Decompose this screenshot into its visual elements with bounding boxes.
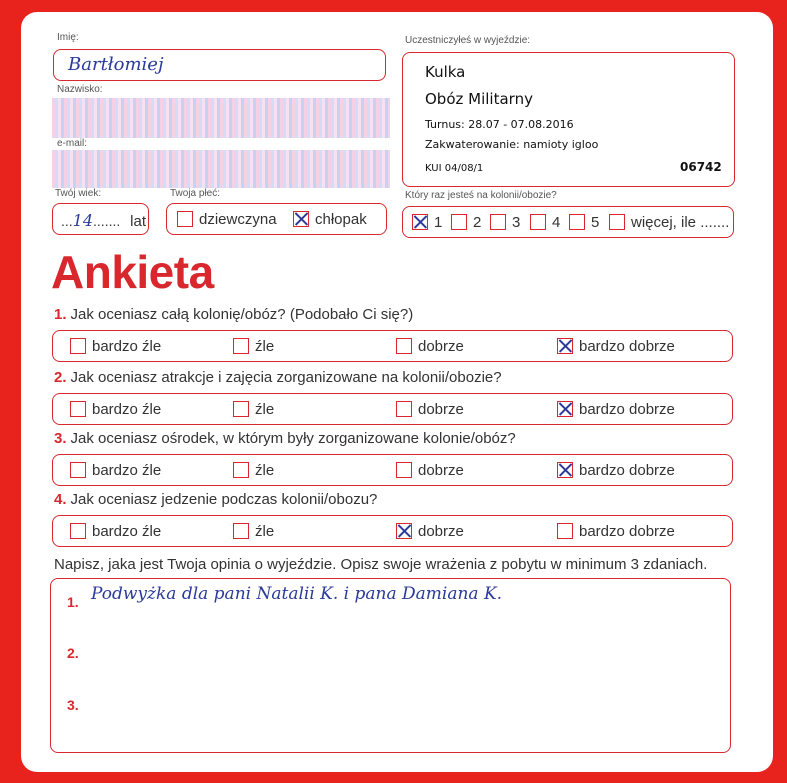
question-label: Jak oceniasz atrakcje i zajęcia zorganizowane na kolonii/obozie? — [70, 369, 502, 386]
rating-label: źle — [255, 337, 275, 355]
rating-option[interactable] — [557, 522, 675, 540]
rating-label: bardzo dobrze — [579, 461, 675, 479]
rating-label: dobrze — [418, 400, 464, 418]
opinion-line-number: 1. — [67, 594, 79, 610]
trip-info-box — [402, 52, 735, 187]
question-text — [54, 491, 377, 508]
rating-label: bardzo źle — [92, 461, 162, 479]
rating-label: źle — [255, 522, 275, 540]
opinion-prompt: Napisz, jaka jest Twoja opinia o wyjeździe. Opisz swoje wrażenia z pobytu w minimum 3 zdaniach. — [54, 556, 708, 573]
times-label: Który raz jesteś na kolonii/obozie? — [405, 190, 557, 201]
trip-turnus: Turnus: 28.07 - 07.08.2016 — [425, 118, 574, 131]
surname-redacted — [52, 98, 390, 138]
rating-option[interactable] — [557, 400, 675, 418]
times-option[interactable] — [530, 213, 560, 231]
rating-option[interactable] — [70, 400, 161, 418]
times-checkbox[interactable] — [451, 214, 467, 230]
times-checkbox[interactable] — [412, 214, 428, 230]
email-label: e-mail: — [57, 138, 88, 149]
opinion-line-number: 2. — [67, 645, 79, 661]
rating-option[interactable] — [396, 461, 464, 479]
question-text — [54, 306, 413, 323]
question-number: 1. — [54, 306, 67, 323]
gender-label: Twoja płeć: — [170, 188, 221, 199]
rating-checkbox[interactable] — [70, 401, 86, 417]
rating-checkbox[interactable] — [396, 338, 412, 354]
surname-label: Nazwisko: — [57, 84, 103, 95]
opinion-line-text: Podwyżka dla pani Natalii K. i pana Damiana K. — [91, 584, 503, 604]
age-value: 14 — [72, 211, 94, 230]
question-label: Jak oceniasz ośrodek, w którym były zorganizowane kolonie/obóz? — [70, 430, 516, 447]
rating-option[interactable] — [396, 337, 464, 355]
age-unit: lat — [130, 213, 146, 230]
rating-checkbox[interactable] — [396, 462, 412, 478]
gender-female-checkbox[interactable] — [177, 211, 193, 227]
rating-option[interactable] — [233, 461, 274, 479]
gender-option-male[interactable] — [293, 210, 367, 228]
rating-checkbox[interactable] — [70, 462, 86, 478]
gender-female-label: dziewczyna — [199, 210, 277, 228]
rating-label: dobrze — [418, 337, 464, 355]
trip-line2: Obóz Militarny — [425, 90, 533, 108]
times-option[interactable] — [609, 213, 729, 231]
times-option[interactable] — [569, 213, 599, 231]
times-option-label: więcej, ile ....... — [631, 213, 730, 231]
rating-checkbox[interactable] — [557, 401, 573, 417]
page-title: Ankieta — [51, 246, 214, 298]
rating-label: bardzo źle — [92, 337, 162, 355]
age-dots-before: ... — [61, 213, 73, 229]
rating-option[interactable] — [233, 400, 274, 418]
times-option[interactable] — [490, 213, 520, 231]
rating-checkbox[interactable] — [557, 523, 573, 539]
times-option-label: 2 — [473, 213, 482, 231]
times-field — [402, 206, 734, 238]
rating-checkbox[interactable] — [233, 462, 249, 478]
gender-option-female[interactable] — [177, 210, 277, 228]
rating-option[interactable] — [70, 522, 161, 540]
participant-label: Uczestniczyłeś w wyjeździe: — [405, 35, 531, 46]
rating-checkbox[interactable] — [233, 523, 249, 539]
question-text — [54, 430, 516, 447]
rating-option[interactable] — [557, 461, 675, 479]
question-number: 2. — [54, 369, 67, 386]
trip-code: KUI 04/08/1 — [425, 163, 484, 174]
rating-label: bardzo źle — [92, 400, 162, 418]
rating-label: dobrze — [418, 461, 464, 479]
rating-checkbox[interactable] — [233, 401, 249, 417]
rating-option[interactable] — [70, 461, 161, 479]
age-dots-after: ....... — [93, 213, 121, 229]
age-label: Twój wiek: — [55, 188, 102, 199]
rating-checkbox[interactable] — [233, 338, 249, 354]
name-label: Imię: — [57, 32, 79, 43]
question-number: 4. — [54, 491, 67, 508]
rating-label: źle — [255, 461, 275, 479]
opinion-field[interactable] — [50, 578, 731, 753]
rating-checkbox[interactable] — [396, 523, 412, 539]
question-number: 3. — [54, 430, 67, 447]
rating-option[interactable] — [233, 337, 274, 355]
rating-label: dobrze — [418, 522, 464, 540]
trip-accommodation: Zakwaterowanie: namioty igloo — [425, 138, 599, 151]
rating-checkbox[interactable] — [557, 462, 573, 478]
name-field[interactable] — [53, 49, 386, 81]
rating-label: bardzo dobrze — [579, 522, 675, 540]
gender-field — [166, 203, 387, 235]
rating-option[interactable] — [396, 522, 464, 540]
times-option[interactable] — [451, 213, 481, 231]
gender-male-label: chłopak — [315, 210, 367, 228]
times-option-label: 5 — [591, 213, 600, 231]
rating-checkbox[interactable] — [70, 338, 86, 354]
times-option-label: 3 — [512, 213, 521, 231]
opinion-line-number: 3. — [67, 697, 79, 713]
rating-label: bardzo dobrze — [579, 337, 675, 355]
email-redacted — [52, 150, 390, 188]
question-text — [54, 369, 502, 386]
rating-checkbox[interactable] — [70, 523, 86, 539]
rating-option[interactable] — [557, 337, 675, 355]
rating-option[interactable] — [396, 400, 464, 418]
rating-checkbox[interactable] — [557, 338, 573, 354]
rating-label: źle — [255, 400, 275, 418]
rating-label: bardzo źle — [92, 522, 162, 540]
times-checkbox[interactable] — [569, 214, 585, 230]
name-value: Bartłomiej — [68, 54, 164, 75]
gender-male-checkbox[interactable] — [293, 211, 309, 227]
rating-option[interactable] — [233, 522, 274, 540]
times-checkbox[interactable] — [609, 214, 625, 230]
rating-checkbox[interactable] — [396, 401, 412, 417]
question-label: Jak oceniasz całą kolonię/obóz? (Podobało Ci się?) — [70, 306, 414, 323]
age-field[interactable] — [52, 203, 149, 235]
trip-line1: Kulka — [425, 63, 466, 81]
times-checkbox[interactable] — [530, 214, 546, 230]
times-option-label: 1 — [434, 213, 443, 231]
rating-option[interactable] — [70, 337, 161, 355]
trip-number: 06742 — [680, 160, 722, 174]
times-option-label: 4 — [552, 213, 561, 231]
question-label: Jak oceniasz jedzenie podczas kolonii/obozu? — [70, 491, 378, 508]
times-checkbox[interactable] — [490, 214, 506, 230]
times-option[interactable] — [412, 213, 442, 231]
rating-label: bardzo dobrze — [579, 400, 675, 418]
